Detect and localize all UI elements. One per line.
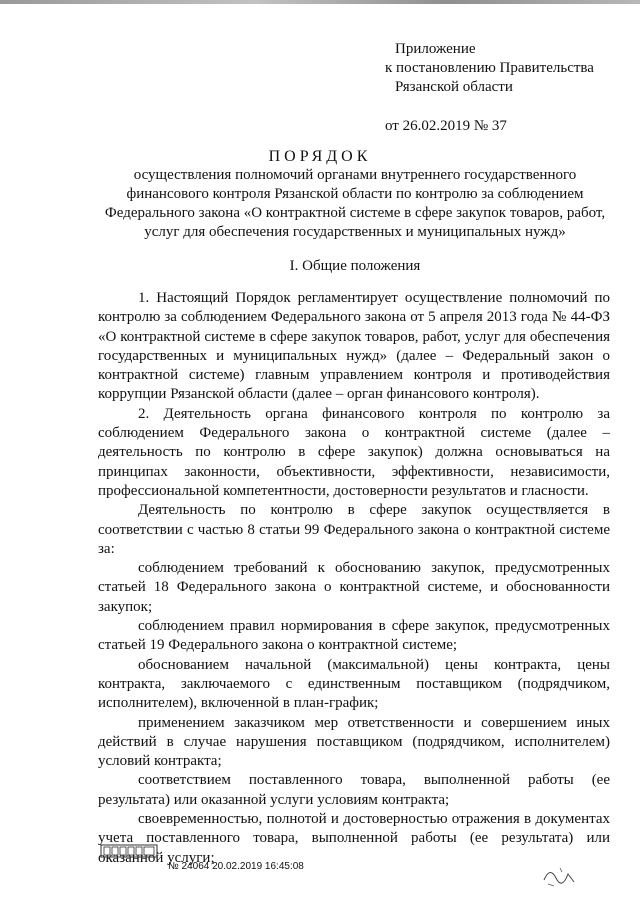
- document-title: ПОРЯДОК: [268, 148, 372, 165]
- signature-mark-icon: [540, 860, 580, 890]
- appendix-header: [385, 40, 594, 136]
- section-heading: I. Общие положения: [289, 258, 421, 274]
- registry-stamp-icon: [100, 843, 158, 859]
- paragraph: применением заказчиком мер ответственности и совершением иных действий в случае нарушения поставщиком (подрядчиком, исполнителем) условий контракта;: [98, 714, 610, 770]
- paragraph: соблюдением правил нормирования в сфере закупок, предусмотренных статьей 19 Федерального закона о контрактной системе;: [98, 618, 610, 654]
- paragraph: соответствием поставленного товара, выполненной работы (ее результата) или оказанной услуги условиям контракта;: [98, 772, 610, 808]
- appendix-line: Рязанской области: [395, 79, 513, 95]
- paragraph: 2. Деятельность органа финансового контроля по контролю за соблюдением Федерального закона о контрактной системе (далее – деятельность по контролю в сфере закупок) должна основываться на принципах законности, объективности, эффективности, независимости, профессиональной компетентности, достоверности результатов и гласности.: [98, 405, 610, 499]
- paragraph: соблюдением требований к обоснованию закупок, предусмотренных статьей 18 Федерального закона о контрактной системе, и обоснованности закупок;: [98, 560, 610, 615]
- paragraph: 1. Настоящий Порядок регламентирует осуществление полномочий по контролю за соблюдением Федерального закона от 5 апреля 2013 года № 44-ФЗ «О контрактной системе в сфере закупок товаров, работ, услуг для обеспечения государственных и муниципальных нужд» (далее – Федеральный закон о контрактной системе) главным управлением контроля и противодействия коррупции Рязанской области (далее – орган финансового контроля).: [98, 290, 610, 403]
- paragraph: обоснованием начальной (максимальной) цены контракта, цены контракта, заключаемого с единственным поставщиком (подрядчиком, исполнителем), включенной в план-график;: [98, 656, 610, 712]
- appendix-line: Приложение: [395, 41, 476, 57]
- scan-top-edge: [0, 0, 640, 4]
- document-body: [98, 289, 610, 868]
- appendix-line: к постановлению Правительства: [385, 60, 594, 76]
- paragraph: своевременностью, полнотой и достоверностью отражения в документах учета поставленного товара, выполненной работы (ее результата) или оказанной услуги;: [98, 811, 610, 866]
- document-subtitle: осуществления полномочий органами внутреннего государственного финансового контроля Рязанской области по контролю за соблюдением Федерального закона «О контрактной системе в сфере закупок товаров, работ, услуг для обеспечения государственных и муниципальных нужд»: [104, 167, 606, 240]
- appendix-date: от 26.02.2019 № 37: [385, 118, 507, 134]
- registration-number: № 24064 20.02.2019 16:45:08: [168, 861, 304, 872]
- paragraph: Деятельность по контролю в сфере закупок осуществляется в соответствии с частью 8 статьи 99 Федерального закона о контрактной системе за:: [98, 502, 610, 557]
